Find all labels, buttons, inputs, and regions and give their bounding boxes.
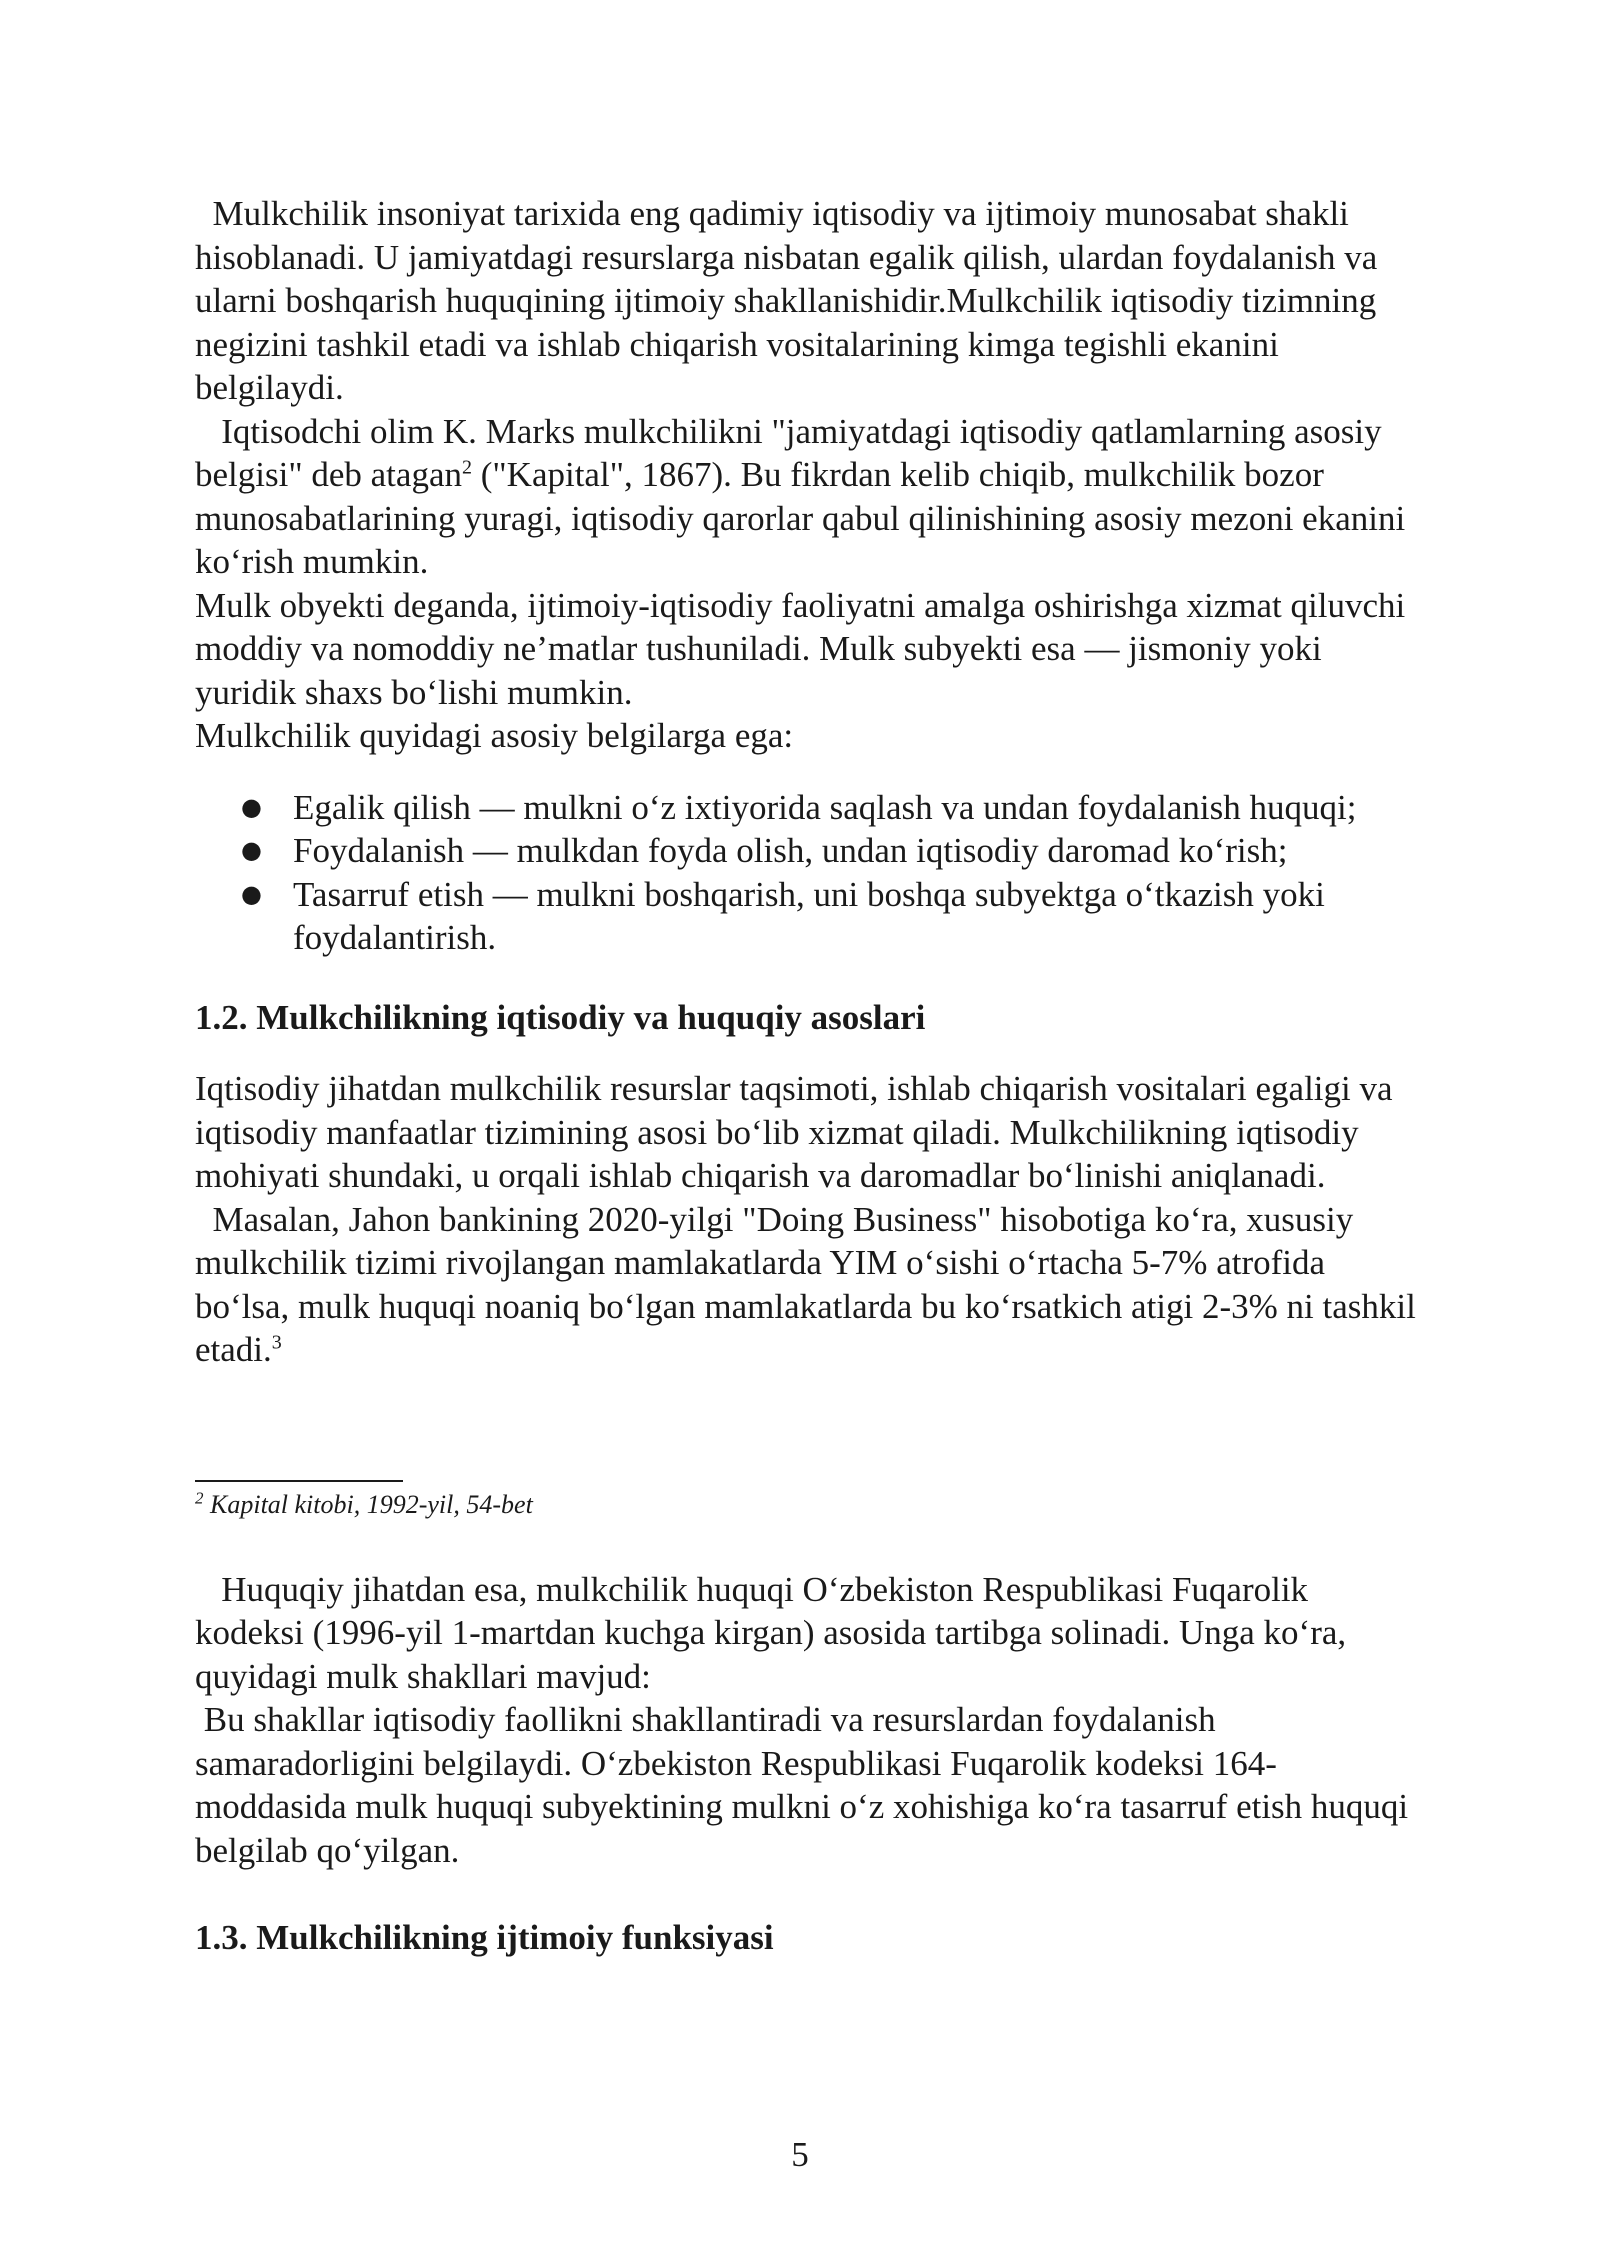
document-page — [195, 192, 1425, 1960]
footnote-reference-2[interactable]: 2 — [461, 456, 472, 479]
page-number: 5 — [791, 2135, 809, 2174]
footnote-reference-3[interactable]: 3 — [271, 1331, 282, 1354]
intro-paragraph-2-text-end: ("Kapital", 1867). Bu fikrdan kelib chiqib, mulkchilik bozor munosabatlarining yuragi, iqtisodiy qarorlar qabul qilinishining asosiy mezoni ekanini ko‘rish mumkin. — [195, 455, 1414, 581]
intro-paragraph-4: Mulkchilik quyidagi asosiy belgilarga ega: — [195, 716, 794, 755]
list-item-text: Egalik qilish — mulkni o‘z ixtiyorida saqlash va undan foydalanish huquqi; — [293, 787, 1357, 827]
list-item-text: Tasarruf etish — mulkni boshqarish, uni boshqa subyektga o‘tkazish yoki foydalantirish. — [293, 874, 1325, 957]
footnote-2 — [195, 1488, 1425, 1522]
bullet-icon: ● — [241, 836, 262, 864]
section-heading-1-2: 1.2. Mulkchilikning iqtisodiy va huquqiy asoslari — [195, 997, 926, 1037]
section-heading-1-3: 1.3. Mulkchilikning ijtimoiy funksiyasi — [195, 1918, 774, 1957]
property-attributes-list — [195, 786, 1425, 960]
section-1-2-paragraph-1: Iqtisodiy jihatdan mulkchilik resurslar taqsimoti, ishlab chiqarish vositalari egaligi va iqtisodiy manfaatlar tizimining asosi bo‘lib xizmat qiladi. Mulkchilikning iqtisodiy mohiyati shundaki, u orqali ishlab chiqarish va daromadlar bo‘linishi aniqlanadi. — [195, 1069, 1393, 1195]
section-1-2-paragraph-2-text: Masalan, Jahon bankining 2020-yilgi "Doing Business" hisobotiga ko‘ra, xususiy mulkchilik tizimi rivojlangan mamlakatlarda YIM o‘sishi o‘rtacha 5-7% atrofida bo‘lsa, mulk huquqi noaniq bo‘lgan mamlakatlarda bu ko‘rsatkich atigi 2-3% ni tashkil etadi. — [195, 1199, 1425, 1369]
list-item-text: Foydalanish — mulkdan foyda olish, undan iqtisodiy daromad ko‘rish; — [293, 831, 1288, 870]
footnote-separator — [195, 1480, 403, 1482]
section-1-2-paragraph-4: Bu shakllar iqtisodiy faollikni shakllantiradi va resurslardan foydalanish samaradorligini belgilaydi. O‘zbekiston Respublikasi Fuqarolik kodeksi 164-moddasida mulk huquqi subyektining mulkni o‘z xohishiga ko‘ra tasarruf etish huquqi belgilab qo‘yilgan. — [195, 1700, 1417, 1870]
intro-paragraph-2-text: Iqtisodchi olim K. Marks mulkchilikni "jamiyatdagi iqtisodiy qatlamlarning asosiy belgisi" deb atagan — [195, 411, 1391, 494]
footnote-marker: 2 — [195, 1487, 204, 1507]
intro-paragraph-1: Mulkchilik insoniyat tarixida eng qadimiy iqtisodiy va ijtimoiy munosabat shakli hisoblanadi. U jamiyatdagi resurslarga nisbatan egalik qilish, ulardan foydalanish va ularni boshqarish huquqining ijtimoiy shakllanishidir.Mulkchilik iqtisodiy tizimning negizini tashkil etadi va ishlab chiqarish vositalarining kimga tegishli ekanini belgilaydi. — [195, 194, 1386, 407]
intro-paragraph-2 — [195, 410, 1425, 584]
section-1-2-paragraph-2 — [195, 1198, 1425, 1372]
list-item — [195, 786, 1425, 830]
footnote-text: Kapital kitobi, 1992-yil, 54-bet — [203, 1489, 533, 1519]
bullet-icon: ● — [241, 792, 262, 821]
intro-paragraph-3: Mulk obyekti deganda, ijtimoiy-iqtisodiy faoliyatni amalga oshirishga xizmat qiluvchi moddiy va nomoddiy ne’matlar tushuniladi. Mulk subyekti esa — jismoniy yoki yuridik shaxs bo‘lishi mumkin. — [195, 585, 1406, 712]
section-1-2-paragraph-3: Huquqiy jihatdan esa, mulkchilik huquqi O‘zbekiston Respublikasi Fuqarolik kodeksi (1996-yil 1-martdan kuchga kirgan) asosida tartibga solinadi. Unga ko‘ra, quyidagi mulk shakllari mavjud: — [195, 1569, 1355, 1696]
list-item — [195, 873, 1425, 960]
list-item — [195, 829, 1425, 873]
bullet-icon: ● — [241, 879, 262, 908]
